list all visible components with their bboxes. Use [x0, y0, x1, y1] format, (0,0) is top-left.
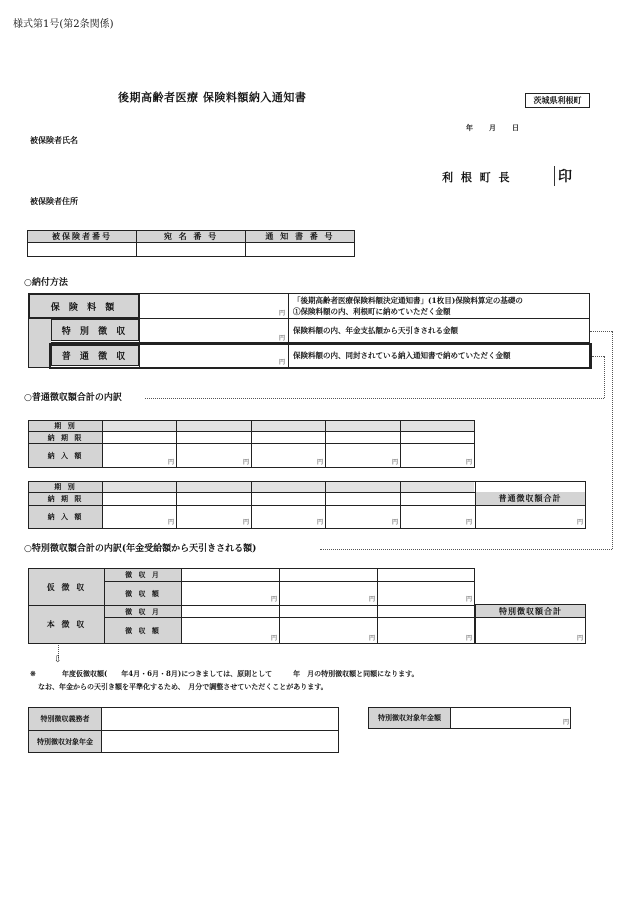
seal-mark: 印 — [554, 166, 575, 186]
note-line-2: なお、年金からの天引き額を平準化するため、 月分で調整させていただくことがあります。 — [38, 682, 328, 691]
page-title: 後期高齢者医療 保険料額納入通知書 — [118, 91, 307, 104]
special-main-amount-label: 徴 収 額 — [125, 625, 161, 635]
special-provisional-label: 仮 徴 収 — [46, 581, 87, 592]
yen-mark: 円 — [392, 459, 399, 466]
id-value-address-number — [137, 243, 246, 257]
yen-mark: 円 — [271, 635, 278, 642]
payment-row-premium-label: 保 険 料 額 — [50, 302, 118, 313]
yen-mark: 円 — [243, 519, 250, 526]
yen-mark: 円 — [279, 359, 286, 366]
yen-mark: 円 — [168, 519, 175, 526]
arrow-down-icon: ⇩ — [54, 655, 62, 665]
normal-t1-label-period: 期 別 — [54, 421, 77, 430]
normal-total-label: 普通徴収額合計 — [498, 493, 562, 503]
yen-mark: 円 — [271, 596, 278, 603]
yen-mark: 円 — [577, 519, 584, 526]
date-day: 日 — [512, 123, 519, 132]
id-header-address-number: 宛 名 番 号 — [137, 231, 246, 243]
id-header-insured-number: 被保険者番号 — [28, 231, 137, 243]
date-year: 年 — [466, 123, 473, 132]
yen-mark: 円 — [466, 519, 473, 526]
yen-mark: 円 — [317, 519, 324, 526]
yen-mark: 円 — [369, 596, 376, 603]
payment-row-premium-desc-2: ①保険料額の内、利根町に納めていただく金額 — [293, 307, 451, 316]
special-prov-amount-label: 徴 収 額 — [125, 588, 161, 598]
prefecture-box: 茨城県利根町 — [525, 93, 590, 108]
yen-mark: 円 — [279, 335, 286, 342]
id-header-notice-number: 通 知 書 番 号 — [246, 231, 355, 243]
yen-mark: 円 — [466, 596, 473, 603]
special-main-month-label: 徴 収 月 — [125, 606, 161, 616]
yen-mark: 円 — [577, 635, 584, 642]
form-number: 様式第1号(第2条関係) — [13, 19, 114, 30]
yen-mark: 円 — [466, 635, 473, 642]
normal-t2-label-deadline: 納 期 限 — [47, 494, 84, 503]
id-value-insured-number — [28, 243, 137, 257]
normal-section-heading: ○普通徴収額合計の内訳 — [24, 393, 122, 403]
payment-row-special-desc: 保険料額の内、年金支払額から天引きされる金額 — [293, 326, 458, 335]
payment-row-normal-desc: 保険料額の内、同封されている納入通知書で納めていただく金額 — [293, 351, 511, 360]
payment-row-premium-desc-1: 「後期高齢者医療保険料額決定通知書」(1枚目)保険料算定の基礎の — [293, 296, 523, 305]
date-month: 月 — [489, 123, 496, 132]
normal-t2-label-amount: 納 入 額 — [47, 512, 84, 521]
pension-label: 特別徴収対象年金 — [37, 736, 93, 746]
payment-row-special-label: 特 別 徴 収 — [61, 326, 129, 337]
target-amount-label: 特別徴収対象年金額 — [378, 713, 441, 722]
yen-mark: 円 — [317, 459, 324, 466]
obligor-label: 特別徴収義務者 — [40, 714, 90, 723]
yen-mark: 円 — [563, 719, 570, 726]
payment-section-heading: ○納付方法 — [24, 278, 68, 288]
yen-mark: 円 — [392, 519, 399, 526]
insured-address-label: 被保険者住所 — [30, 196, 78, 206]
yen-mark: 円 — [369, 635, 376, 642]
id-table — [27, 230, 355, 257]
id-value-notice-number — [246, 243, 355, 257]
payment-row-normal-label: 普 通 徴 収 — [61, 352, 129, 362]
normal-t1-label-deadline: 納 期 限 — [47, 432, 84, 442]
yen-mark: 円 — [279, 310, 286, 317]
insured-name-label: 被保険者氏名 — [30, 135, 78, 145]
special-main-label: 本 徴 収 — [46, 619, 87, 629]
note-mark: ※ — [30, 669, 36, 678]
normal-t2-label-period: 期 別 — [54, 482, 77, 491]
mayor-title: 利 根 町 長 — [442, 171, 512, 184]
yen-mark: 円 — [466, 459, 473, 466]
yen-mark: 円 — [168, 459, 175, 466]
special-prov-month-label: 徴 収 月 — [125, 570, 161, 579]
note-line-1: 年度仮徴収額( 年4月・6月・8月)につきましては、原則として 年 月の特別徴収額と同額になります。 — [62, 669, 419, 678]
special-total-label: 特別徴収額合計 — [499, 605, 562, 616]
normal-t1-label-amount: 納 入 額 — [47, 450, 84, 460]
special-section-heading: ○特別徴収額合計の内訳(年金受給額から天引きされる額) — [24, 544, 257, 554]
yen-mark: 円 — [243, 459, 250, 466]
